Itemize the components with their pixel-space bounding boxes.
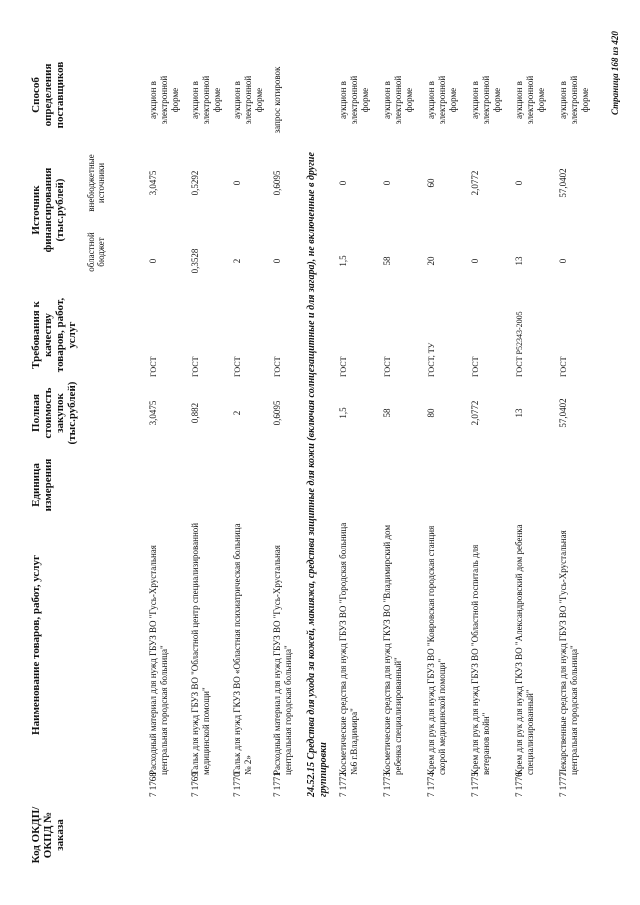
row-requirements: ГОСТ Р52343-2005 <box>515 311 524 377</box>
row-cost: 80 <box>426 408 436 418</box>
row-regional: 13 <box>514 256 524 266</box>
row-method: аукцион в электронной форме <box>338 75 370 125</box>
row-regional: 0 <box>148 258 158 264</box>
row-requirements: ГОСТ, ТУ <box>427 342 436 377</box>
section-heading <box>306 137 330 797</box>
row-code: 7 1771 <box>272 772 282 797</box>
row-method: аукцион в электронной форме <box>190 75 222 125</box>
row-requirements: ГОСТ <box>383 356 392 377</box>
row-regional: 2 <box>232 258 242 264</box>
row-regional: 58 <box>382 256 392 266</box>
row-cost: 0,882 <box>190 402 200 424</box>
row-method: запрос котировок <box>272 66 282 134</box>
header-unit: Единица измерения <box>30 458 54 512</box>
row-cost: 58 <box>382 408 392 418</box>
row-method: аукцион в электронной форме <box>514 75 546 125</box>
header-requirements: Требования к качеству товаров, работ, услуг <box>30 297 78 373</box>
row-cost: 1,5 <box>338 407 348 419</box>
header-source-extra: внебюджетные источники <box>86 154 106 212</box>
header-method: Способ определения поставщиков <box>30 61 66 129</box>
row-requirements: ГОСТ <box>233 356 242 377</box>
row-code: 7 1776 <box>514 772 524 797</box>
header-code: Код ОКДП/ ОКПД № заказа <box>30 806 66 864</box>
row-extra: 0 <box>514 180 524 186</box>
row-regional: 0,3528 <box>190 248 200 274</box>
row-extra: 0 <box>338 180 348 186</box>
row-regional: 0 <box>558 258 568 264</box>
row-method: аукцион в электронной форме <box>382 75 414 125</box>
row-code: 7 1770 <box>232 772 242 797</box>
row-regional: 0 <box>470 258 480 264</box>
row-name: Тальк для нужд ГБУЗ ВО "Областной центр специализированной медицинской помощи" <box>190 522 211 775</box>
row-name: Расходный материал для нужд ГБУЗ ВО "Гусь-Хрустальная центральная городская больница" <box>148 545 169 775</box>
row-regional: 20 <box>426 256 436 266</box>
row-code: 7 1769 <box>190 772 200 797</box>
row-cost: 57,0402 <box>558 398 568 428</box>
header-source: Источник финансирования (тыс.рублей) <box>30 167 66 253</box>
row-extra: 2,0772 <box>470 170 480 196</box>
row-name: Расходный материал для нужд ГБУЗ ВО "Гусь-Хрустальная центральная городская больница" <box>272 545 293 775</box>
row-extra: 57,0402 <box>558 168 568 198</box>
row-method: аукцион в электронной форме <box>232 75 264 125</box>
row-code: 7 1773 <box>382 772 392 797</box>
row-method: аукцион в электронной форме <box>148 75 180 125</box>
row-name: Лекарственные средства для нужд ГБУЗ ВО "Гусь-Хрустальная центральная городская больница" <box>558 530 579 775</box>
row-name: Тальк для нужд ГКУЗ ВО «Областная психиатрическая больница № 2» <box>232 523 253 775</box>
row-code: 7 1768 <box>148 772 158 797</box>
row-requirements: ГОСТ <box>149 356 158 377</box>
row-requirements: ГОСТ <box>273 356 282 377</box>
section-title: Средства для ухода за кожей, макияжа, средства защитные для кожи (включая солнцезащитные и для загара), не включенные в другие группировки <box>306 152 329 797</box>
row-requirements: ГОСТ <box>471 356 480 377</box>
row-name: Косметические средства для нужд ГКУЗ ВО "Владимирский дом ребенка специализированный" <box>382 524 403 775</box>
header-cost: Полная стоимость закупок (тыс.рублей) <box>30 381 78 445</box>
page-number: Страница 168 из 420 <box>610 31 620 115</box>
row-cost: 2 <box>232 410 242 416</box>
row-method: аукцион в электронной форме <box>470 75 502 125</box>
row-requirements: ГОСТ <box>559 356 568 377</box>
row-regional: 1,5 <box>338 255 348 267</box>
row-cost: 0,6095 <box>272 400 282 426</box>
row-code: 7 1774 <box>426 772 436 797</box>
header-source-regional: областной бюджет <box>86 232 106 272</box>
row-extra: 0 <box>382 180 392 186</box>
row-extra: 0,5292 <box>190 170 200 196</box>
row-name: Крем для рук для нужд ГКУЗ ВО "Александровский дом ребенка специализированный" <box>514 524 535 775</box>
section-code: 24.52.15 <box>306 762 317 797</box>
header-name: Наименование товаров, работ, услуг <box>30 555 42 735</box>
row-cost: 3,0475 <box>148 400 158 426</box>
row-name: Косметические средства для нужд ГБУЗ ВО "Городская больница №6 г.Владимира" <box>338 522 359 775</box>
row-cost: 2,0772 <box>470 400 480 426</box>
row-requirements: ГОСТ <box>339 356 348 377</box>
row-method: аукцион в электронной форме <box>426 75 458 125</box>
row-code: 7 1775 <box>470 772 480 797</box>
row-requirements: ГОСТ <box>191 356 200 377</box>
row-name: Крем для рук для нужд ГБУЗ ВО "Ковровская городская станция скорой медицинской помощи" <box>426 525 447 775</box>
row-extra: 0,6095 <box>272 170 282 196</box>
row-name: Крем для рук для нужд ГБУЗ ВО "Областной госпиталь для ветеранов войн" <box>470 544 491 775</box>
row-regional: 0 <box>272 258 282 264</box>
row-code: 7 1777 <box>558 772 568 797</box>
row-code: 7 1772 <box>338 772 348 797</box>
row-extra: 0 <box>232 180 242 186</box>
row-cost: 13 <box>514 408 524 418</box>
row-extra: 3,0475 <box>148 170 158 196</box>
row-method: аукцион в электронной форме <box>558 75 590 125</box>
row-extra: 60 <box>426 178 436 188</box>
